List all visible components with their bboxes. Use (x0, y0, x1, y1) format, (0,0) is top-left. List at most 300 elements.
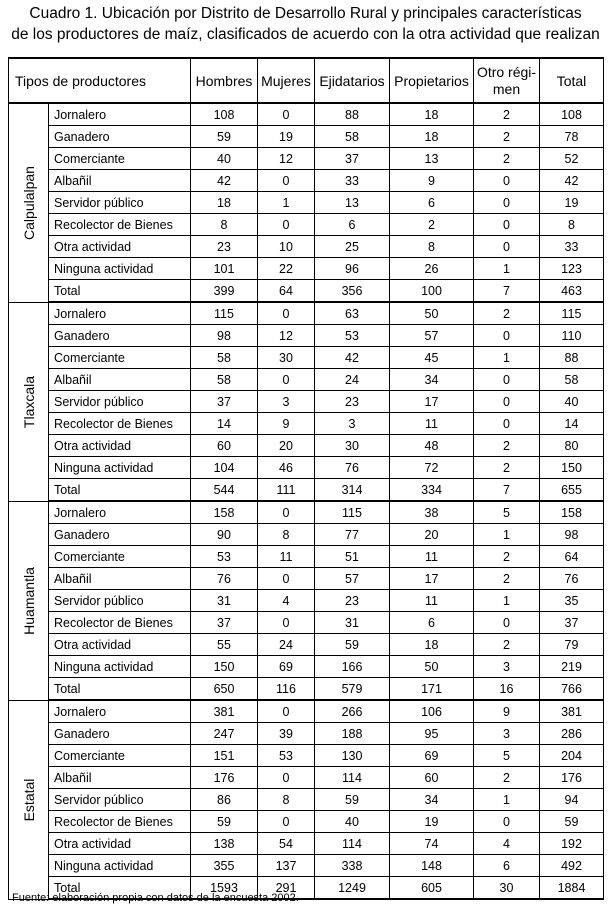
table-body (9, 103, 604, 899)
value-cell: 60 (390, 767, 474, 789)
value-cell: 148 (390, 855, 474, 877)
producer-type-cell: Ganadero (49, 325, 191, 347)
value-cell: 79 (540, 634, 604, 656)
table-row (9, 656, 604, 678)
producer-type-cell: Jornalero (49, 302, 191, 325)
producer-type-cell: Ninguna actividad (49, 457, 191, 479)
value-cell: 11 (258, 546, 315, 568)
producer-type-cell: Comerciante (49, 546, 191, 568)
region-label: Tlaxcala (20, 375, 37, 428)
value-cell: 88 (315, 103, 390, 126)
value-cell: 58 (540, 369, 604, 391)
value-cell: 114 (315, 833, 390, 855)
value-cell: 355 (191, 855, 258, 877)
region-cell (9, 501, 49, 700)
value-cell: 158 (540, 501, 604, 524)
value-cell: 18 (390, 126, 474, 148)
table-row (9, 103, 604, 126)
value-cell: 0 (474, 170, 540, 192)
value-cell: 0 (258, 568, 315, 590)
producer-type-cell: Otra actividad (49, 634, 191, 656)
region-label: Estatal (20, 778, 37, 821)
producer-type-cell: Recolector de Bienes (49, 214, 191, 236)
value-cell: 55 (191, 634, 258, 656)
value-cell: 16 (474, 678, 540, 701)
value-cell: 0 (474, 369, 540, 391)
value-cell: 26 (390, 258, 474, 280)
value-cell: 314 (315, 479, 390, 502)
value-cell: 8 (258, 524, 315, 546)
value-cell: 0 (474, 236, 540, 258)
value-cell: 59 (191, 811, 258, 833)
value-cell: 0 (474, 192, 540, 214)
table-row (9, 767, 604, 789)
value-cell: 334 (390, 479, 474, 502)
value-cell: 31 (315, 612, 390, 634)
value-cell: 48 (390, 435, 474, 457)
value-cell: 77 (315, 524, 390, 546)
table-row (9, 435, 604, 457)
value-cell: 58 (315, 126, 390, 148)
value-cell: 19 (390, 811, 474, 833)
value-cell: 35 (540, 590, 604, 612)
value-cell: 266 (315, 700, 390, 723)
value-cell: 60 (191, 435, 258, 457)
value-cell: 31 (191, 590, 258, 612)
table-row (9, 192, 604, 214)
value-cell: 98 (540, 524, 604, 546)
value-cell: 0 (258, 302, 315, 325)
value-cell: 40 (191, 148, 258, 170)
value-cell: 33 (540, 236, 604, 258)
value-cell: 2 (474, 302, 540, 325)
value-cell: 7 (474, 479, 540, 502)
value-cell: 166 (315, 656, 390, 678)
table-row (9, 391, 604, 413)
value-cell: 0 (474, 612, 540, 634)
table-row (9, 568, 604, 590)
value-cell: 13 (315, 192, 390, 214)
value-cell: 30 (474, 877, 540, 900)
value-cell: 111 (258, 479, 315, 502)
header-propietarios: Propietarios (390, 58, 474, 103)
producer-type-cell: Comerciante (49, 347, 191, 369)
table-row (9, 855, 604, 877)
value-cell: 14 (191, 413, 258, 435)
region-cell (9, 700, 49, 899)
value-cell: 108 (191, 103, 258, 126)
value-cell: 4 (258, 590, 315, 612)
value-cell: 69 (390, 745, 474, 767)
value-cell: 12 (258, 325, 315, 347)
value-cell: 18 (191, 192, 258, 214)
value-cell: 1593 (191, 877, 258, 900)
value-cell: 0 (474, 811, 540, 833)
table-row (9, 811, 604, 833)
table-row (9, 347, 604, 369)
value-cell: 37 (191, 612, 258, 634)
table-row (9, 700, 604, 723)
producer-type-cell: Ninguna actividad (49, 855, 191, 877)
value-cell: 11 (390, 413, 474, 435)
table-row (9, 280, 604, 303)
value-cell: 0 (258, 170, 315, 192)
value-cell: 116 (258, 678, 315, 701)
value-cell: 18 (390, 103, 474, 126)
producer-type-cell: Jornalero (49, 103, 191, 126)
value-cell: 138 (191, 833, 258, 855)
value-cell: 1 (474, 258, 540, 280)
value-cell: 2 (474, 103, 540, 126)
producer-type-cell: Total (49, 479, 191, 502)
value-cell: 1 (474, 590, 540, 612)
table-row (9, 590, 604, 612)
value-cell: 54 (258, 833, 315, 855)
table-row (9, 612, 604, 634)
value-cell: 0 (258, 214, 315, 236)
table-row (9, 678, 604, 701)
value-cell: 53 (258, 745, 315, 767)
table-row (9, 126, 604, 148)
value-cell: 8 (258, 789, 315, 811)
table-row (9, 723, 604, 745)
table-row (9, 148, 604, 170)
value-cell: 86 (191, 789, 258, 811)
value-cell: 25 (315, 236, 390, 258)
value-cell: 14 (540, 413, 604, 435)
header-ejidatarios: Ejidatarios (315, 58, 390, 103)
value-cell: 52 (540, 148, 604, 170)
header-tipos: Tipos de productores (9, 58, 191, 103)
table-row (9, 833, 604, 855)
value-cell: 59 (315, 634, 390, 656)
value-cell: 8 (191, 214, 258, 236)
value-cell: 23 (191, 236, 258, 258)
value-cell: 37 (191, 391, 258, 413)
value-cell: 6 (474, 855, 540, 877)
value-cell: 11 (390, 590, 474, 612)
value-cell: 24 (258, 634, 315, 656)
table-row (9, 789, 604, 811)
value-cell: 69 (258, 656, 315, 678)
value-cell: 30 (315, 435, 390, 457)
value-cell: 76 (540, 568, 604, 590)
table-row (9, 413, 604, 435)
value-cell: 291 (258, 877, 315, 900)
value-cell: 34 (390, 789, 474, 811)
value-cell: 150 (540, 457, 604, 479)
table-row (9, 325, 604, 347)
value-cell: 50 (390, 656, 474, 678)
value-cell: 57 (390, 325, 474, 347)
table-row (9, 524, 604, 546)
table-row (9, 546, 604, 568)
value-cell: 50 (390, 302, 474, 325)
value-cell: 53 (191, 546, 258, 568)
value-cell: 605 (390, 877, 474, 900)
value-cell: 579 (315, 678, 390, 701)
value-cell: 3 (315, 413, 390, 435)
value-cell: 59 (191, 126, 258, 148)
value-cell: 2 (474, 457, 540, 479)
value-cell: 0 (474, 214, 540, 236)
value-cell: 17 (390, 568, 474, 590)
value-cell: 104 (191, 457, 258, 479)
value-cell: 130 (315, 745, 390, 767)
value-cell: 123 (540, 258, 604, 280)
value-cell: 2 (474, 148, 540, 170)
table-title-line-2: de los productores de maíz, clasificados de acuerdo con la otra actividad que realizan (11, 26, 600, 43)
value-cell: 8 (540, 214, 604, 236)
value-cell: 37 (540, 612, 604, 634)
value-cell: 63 (315, 302, 390, 325)
value-cell: 1 (474, 524, 540, 546)
value-cell: 106 (390, 700, 474, 723)
value-cell: 22 (258, 258, 315, 280)
producer-type-cell: Otra actividad (49, 435, 191, 457)
producer-type-cell: Recolector de Bienes (49, 612, 191, 634)
value-cell: 381 (191, 700, 258, 723)
value-cell: 0 (474, 413, 540, 435)
producer-type-cell: Jornalero (49, 700, 191, 723)
producer-type-cell: Servidor público (49, 789, 191, 811)
value-cell: 24 (315, 369, 390, 391)
value-cell: 150 (191, 656, 258, 678)
value-cell: 94 (540, 789, 604, 811)
value-cell: 492 (540, 855, 604, 877)
value-cell: 2 (474, 767, 540, 789)
value-cell: 1 (258, 192, 315, 214)
value-cell: 88 (540, 347, 604, 369)
value-cell: 655 (540, 479, 604, 502)
value-cell: 115 (315, 501, 390, 524)
value-cell: 74 (390, 833, 474, 855)
value-cell: 40 (315, 811, 390, 833)
value-cell: 0 (258, 103, 315, 126)
value-cell: 100 (390, 280, 474, 303)
value-cell: 58 (191, 347, 258, 369)
value-cell: 158 (191, 501, 258, 524)
value-cell: 59 (315, 789, 390, 811)
value-cell: 42 (191, 170, 258, 192)
table-row (9, 634, 604, 656)
value-cell: 151 (191, 745, 258, 767)
value-cell: 59 (540, 811, 604, 833)
value-cell: 247 (191, 723, 258, 745)
table-row (9, 236, 604, 258)
value-cell: 108 (540, 103, 604, 126)
region-cell (9, 302, 49, 501)
region-cell (9, 103, 49, 302)
value-cell: 11 (390, 546, 474, 568)
value-cell: 9 (258, 413, 315, 435)
value-cell: 42 (540, 170, 604, 192)
value-cell: 2 (474, 568, 540, 590)
value-cell: 110 (540, 325, 604, 347)
value-cell: 53 (315, 325, 390, 347)
region-label: Calpulalpan (20, 165, 37, 240)
value-cell: 101 (191, 258, 258, 280)
value-cell: 766 (540, 678, 604, 701)
value-cell: 45 (390, 347, 474, 369)
value-cell: 188 (315, 723, 390, 745)
producer-type-cell: Recolector de Bienes (49, 811, 191, 833)
value-cell: 90 (191, 524, 258, 546)
table-row (9, 479, 604, 502)
value-cell: 6 (315, 214, 390, 236)
value-cell: 23 (315, 590, 390, 612)
value-cell: 80 (540, 435, 604, 457)
producer-type-cell: Total (49, 280, 191, 303)
producer-type-cell: Comerciante (49, 148, 191, 170)
value-cell: 176 (191, 767, 258, 789)
producer-type-cell: Otra actividad (49, 236, 191, 258)
value-cell: 78 (540, 126, 604, 148)
producer-type-cell: Otra actividad (49, 833, 191, 855)
producer-type-cell: Ninguna actividad (49, 656, 191, 678)
value-cell: 0 (474, 325, 540, 347)
producer-type-cell: Total (49, 678, 191, 701)
producer-type-cell: Ganadero (49, 524, 191, 546)
value-cell: 9 (390, 170, 474, 192)
value-cell: 20 (390, 524, 474, 546)
value-cell: 0 (258, 501, 315, 524)
value-cell: 2 (390, 214, 474, 236)
table-row (9, 214, 604, 236)
value-cell: 42 (315, 347, 390, 369)
value-cell: 58 (191, 369, 258, 391)
table-row (9, 170, 604, 192)
producer-type-cell: Ganadero (49, 126, 191, 148)
value-cell: 1 (474, 789, 540, 811)
value-cell: 20 (258, 435, 315, 457)
producers-table (8, 57, 604, 900)
value-cell: 115 (540, 302, 604, 325)
producer-type-cell: Total (49, 877, 191, 900)
value-cell: 34 (390, 369, 474, 391)
value-cell: 6 (390, 612, 474, 634)
value-cell: 0 (258, 369, 315, 391)
table-row (9, 369, 604, 391)
value-cell: 3 (474, 723, 540, 745)
value-cell: 381 (540, 700, 604, 723)
header-hombres: Hombres (191, 58, 258, 103)
value-cell: 115 (191, 302, 258, 325)
value-cell: 40 (540, 391, 604, 413)
value-cell: 64 (540, 546, 604, 568)
producer-type-cell: Servidor público (49, 192, 191, 214)
value-cell: 98 (191, 325, 258, 347)
value-cell: 176 (540, 767, 604, 789)
producer-type-cell: Ganadero (49, 723, 191, 745)
value-cell: 3 (474, 656, 540, 678)
producer-type-cell: Servidor público (49, 391, 191, 413)
value-cell: 114 (315, 767, 390, 789)
value-cell: 17 (390, 391, 474, 413)
region-label: Huamantla (20, 566, 37, 635)
value-cell: 3 (258, 391, 315, 413)
table-row (9, 457, 604, 479)
value-cell: 19 (540, 192, 604, 214)
value-cell: 8 (390, 236, 474, 258)
source-note: Fuente: elaboración propia con datos de la encuesta 2002. (12, 892, 299, 904)
value-cell: 286 (540, 723, 604, 745)
value-cell: 76 (315, 457, 390, 479)
value-cell: 4 (474, 833, 540, 855)
value-cell: 13 (390, 148, 474, 170)
value-cell: 72 (390, 457, 474, 479)
value-cell: 0 (258, 700, 315, 723)
table-row (9, 745, 604, 767)
value-cell: 18 (390, 634, 474, 656)
value-cell: 204 (540, 745, 604, 767)
value-cell: 64 (258, 280, 315, 303)
value-cell: 137 (258, 855, 315, 877)
table-title (0, 3, 611, 45)
value-cell: 10 (258, 236, 315, 258)
producer-type-cell: Jornalero (49, 501, 191, 524)
value-cell: 2 (474, 634, 540, 656)
value-cell: 1884 (540, 877, 604, 900)
header-row (9, 58, 604, 103)
value-cell: 5 (474, 501, 540, 524)
value-cell: 96 (315, 258, 390, 280)
value-cell: 76 (191, 568, 258, 590)
value-cell: 0 (474, 391, 540, 413)
value-cell: 544 (191, 479, 258, 502)
value-cell: 9 (474, 700, 540, 723)
producer-type-cell: Servidor público (49, 590, 191, 612)
value-cell: 5 (474, 745, 540, 767)
value-cell: 463 (540, 280, 604, 303)
value-cell: 19 (258, 126, 315, 148)
producer-type-cell: Albañil (49, 767, 191, 789)
value-cell: 51 (315, 546, 390, 568)
value-cell: 0 (258, 767, 315, 789)
producer-type-cell: Albañil (49, 170, 191, 192)
value-cell: 7 (474, 280, 540, 303)
value-cell: 1 (474, 347, 540, 369)
value-cell: 0 (258, 811, 315, 833)
value-cell: 2 (474, 546, 540, 568)
value-cell: 95 (390, 723, 474, 745)
producer-type-cell: Albañil (49, 568, 191, 590)
value-cell: 2 (474, 126, 540, 148)
value-cell: 338 (315, 855, 390, 877)
value-cell: 0 (258, 612, 315, 634)
value-cell: 192 (540, 833, 604, 855)
value-cell: 219 (540, 656, 604, 678)
producer-type-cell: Ninguna actividad (49, 258, 191, 280)
value-cell: 37 (315, 148, 390, 170)
producer-type-cell: Comerciante (49, 745, 191, 767)
value-cell: 33 (315, 170, 390, 192)
value-cell: 46 (258, 457, 315, 479)
value-cell: 57 (315, 568, 390, 590)
value-cell: 12 (258, 148, 315, 170)
producer-type-cell: Albañil (49, 369, 191, 391)
producer-type-cell: Recolector de Bienes (49, 413, 191, 435)
value-cell: 171 (390, 678, 474, 701)
table-title-line-1: Cuadro 1. Ubicación por Distrito de Desarrollo Rural y principales características (29, 5, 582, 22)
header-otro-regimen: Otro régi-men (474, 58, 540, 103)
value-cell: 650 (191, 678, 258, 701)
value-cell: 39 (258, 723, 315, 745)
table-row (9, 501, 604, 524)
value-cell: 30 (258, 347, 315, 369)
value-cell: 1249 (315, 877, 390, 900)
value-cell: 23 (315, 391, 390, 413)
